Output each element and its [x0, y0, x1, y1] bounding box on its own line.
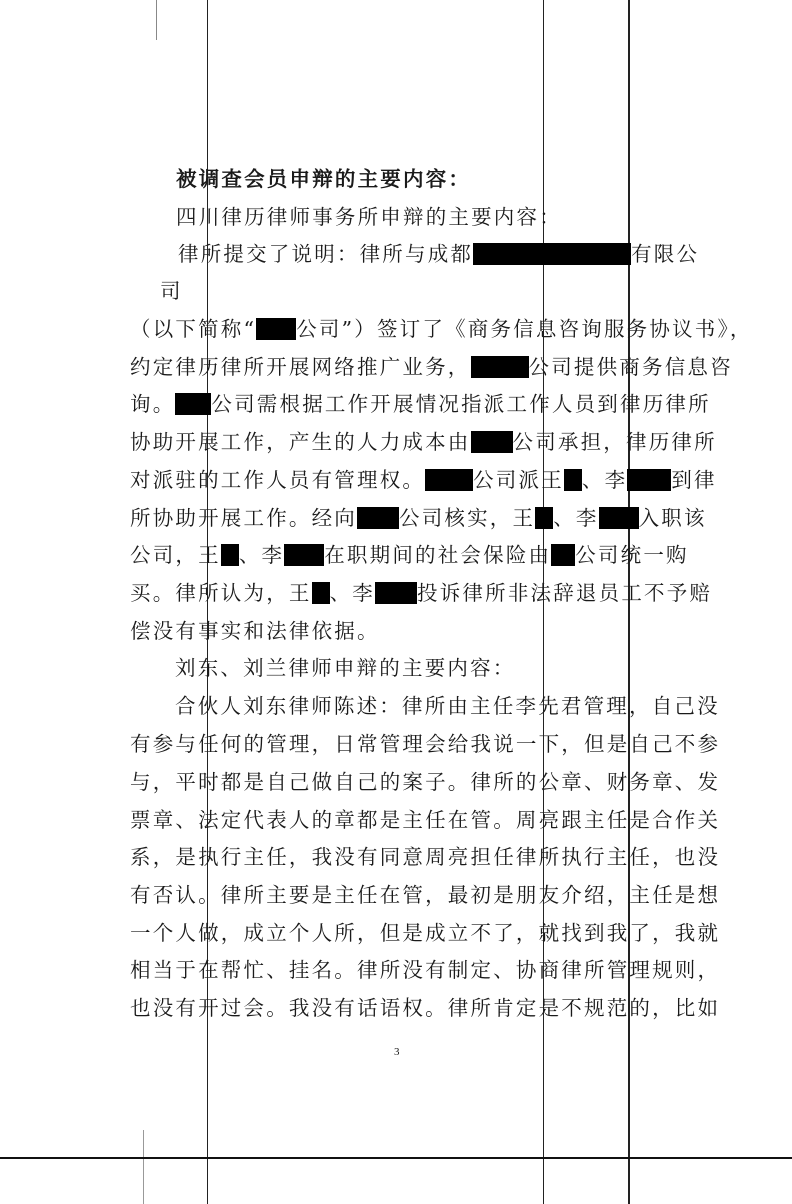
redaction-block	[221, 544, 239, 566]
paragraph-line: 有参与任何的管理，日常管理会给我说一下，但是自己不参	[130, 732, 721, 756]
lawyers-heading: 刘东、刘兰律师申辩的主要内容：	[175, 656, 516, 680]
paragraph-line: 协助开展工作，产生的人力成本由 公司承担，律历律所	[130, 430, 717, 454]
redaction-block	[375, 582, 417, 604]
paragraph-line: 相当于在帮忙、挂名。律所没有制定、协商律所管理规则，	[130, 958, 721, 982]
page-number: 3	[394, 1046, 400, 1058]
paragraph-line: 与，平时都是自己做自己的案子。律所的公章、财务章、发	[130, 770, 721, 794]
paragraph-line: 有否认。律所主要是主任在管，最初是朋友介绍，主任是想	[130, 883, 721, 907]
redaction-block	[175, 393, 211, 415]
scan-line	[0, 1157, 792, 1159]
redaction-block	[535, 507, 553, 529]
paragraph-line: 也没有开过会。我没有话语权。律所肯定是不规范的，比如	[130, 996, 721, 1020]
redaction-block	[284, 544, 324, 566]
paragraph-line: 公司，王 、李 在职期间的社会保险由 公司统一购	[130, 543, 689, 567]
scan-line	[156, 0, 157, 40]
paragraph-line: 律所提交了说明：律所与成都 有限公	[178, 242, 700, 266]
paragraph-line: 约定律历律所开展网络推广业务， 公司提供商务信息咨	[130, 355, 733, 379]
paragraph-line: 所协助开展工作。经向 公司核实，王 、李 入职该	[130, 506, 707, 530]
paragraph-line: 一个人做，成立个人所，但是成立不了，就找到我了，我就	[130, 921, 721, 945]
paragraph-line: 询。 公司需根据工作开展情况指派工作人员到律历律所	[130, 392, 711, 416]
redaction-block	[312, 582, 330, 604]
firm-heading: 四川律历律师事务所申辩的主要内容：	[176, 205, 562, 229]
section-heading: 被调查会员申辩的主要内容：	[176, 167, 472, 191]
paragraph-line: 合伙人刘东律师陈述：律所由主任李先君管理，自己没	[175, 694, 720, 718]
paragraph-line: 系，是执行主任，我没有同意周亮担任律所执行主任，也没	[130, 845, 721, 869]
paragraph-line: 票章、法定代表人的章都是主任在管。周亮跟主任是合作关	[130, 808, 721, 832]
redaction-block	[425, 469, 473, 491]
redaction-block	[357, 507, 399, 529]
paragraph-line: 司	[160, 279, 183, 303]
redaction-block	[471, 431, 513, 453]
redaction-block	[551, 544, 575, 566]
redaction-block	[564, 469, 582, 491]
paragraph-line: 偿没有事实和法律依据。	[130, 619, 380, 643]
paragraph-line: （以下简称“ 公司”）签订了《商务信息咨询服务协议书》，	[130, 317, 753, 341]
redaction-block	[471, 356, 529, 378]
redaction-block	[256, 318, 296, 340]
redaction-block	[627, 469, 671, 491]
redaction-block	[473, 243, 631, 265]
paragraph-line: 买。律所认为，王 、李 投诉律所非法辞退员工不予赔	[130, 581, 713, 605]
paragraph-line: 对派驻的工作人员有管理权。 公司派王 、李 到律	[130, 468, 717, 492]
redaction-block	[599, 507, 639, 529]
scan-line	[143, 1130, 144, 1204]
